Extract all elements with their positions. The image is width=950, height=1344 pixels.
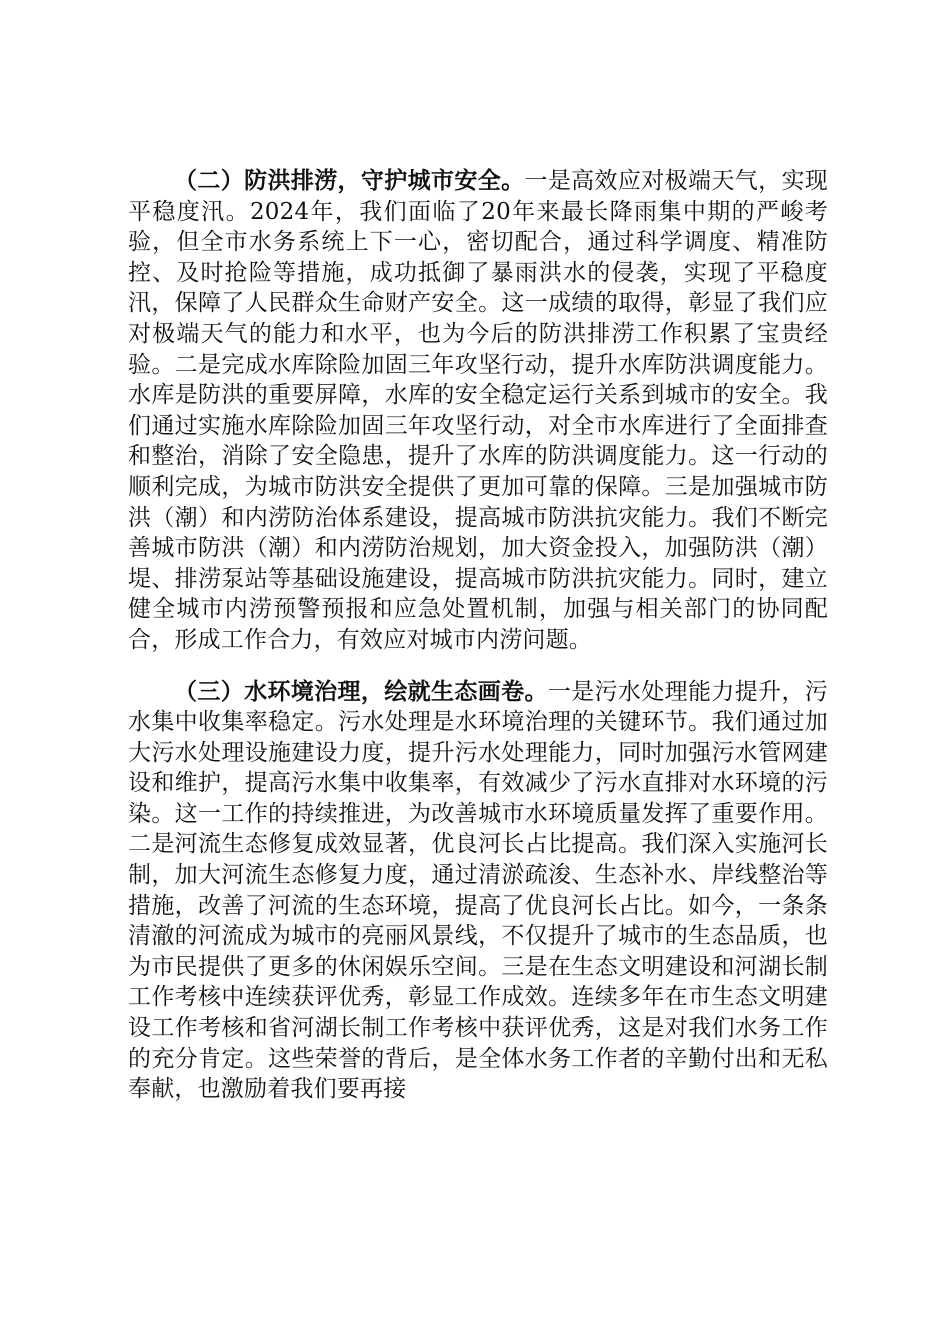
paragraph-text: 一是污水处理能力提升，污水集中收集率稳定。污水处理是水环境治理的关键环节。我们通过加大污水处理设施建设力度，提升污水处理能力，同时加强污水管网建设和维护，提高污水集中收集率，有效减少了污水直排对水环境的污染。这一工作的持续推进，为改善城市水环境质量发挥了重要作用。二是河流生态修复成效显著，优良河长占比提高。我们深入实施河长制，加大河流生态修复力度，通过清淤疏浚、生态补水、岸线整治等措施，改善了河流的生态环境，提高了优良河长占比。如今，一条条清澈的河流成为城市的亮丽风景线，不仅提升了城市的生态品质，也为市民提供了更多的休闲娱乐空间。三是在生态文明建设和河湖长制工作考核中连续获评优秀，彰显工作成效。连续多年在市生态文明建设工作考核和省河湖长制工作考核中获评优秀，这是对我们水务工作的充分肯定。这些荣誉的背后，是全体水务工作者的辛勤付出和无私奉献，也激励着我们要再接 <box>128 678 829 1103</box>
paragraph-heading: （二）防洪排涝，守护城市安全。 <box>174 168 525 194</box>
paragraph-text: 一是高效应对极端天气，实现平稳度汛。2024年，我们面临了20年来最长降雨集中期的严峻考验，但全市水务系统上下一心，密切配合，通过科学调度、精准防控、及时抢险等措施，成功抵御了暴雨洪水的侵袭，实现了平稳度汛，保障了人民群众生命财产安全。这一成绩的取得，彰显了我们应对极端天气的能力和水平，也为今后的防洪排涝工作积累了宝贵经验。二是完成水库除险加固三年攻坚行动，提升水库防洪调度能力。水库是防洪的重要屏障，水库的安全稳定运行关系到城市的安全。我们通过实施水库除险加固三年攻坚行动，对全市水库进行了全面排查和整治，消除了安全隐患，提升了水库的防洪调度能力。这一行动的顺利完成，为城市防洪安全提供了更加可靠的保障。三是加强城市防洪（潮）和内涝防治体系建设，提高城市防洪抗灾能力。我们不断完善城市防洪（潮）和内涝防治规划，加大资金投入，加强防洪（潮）堤、排涝泵站等基础设施建设，提高城市防洪抗灾能力。同时，建立健全城市内涝预警预报和应急处置机制，加强与相关部门的协同配合，形成工作合力，有效应对城市内涝问题。 <box>128 168 829 653</box>
document-body <box>128 166 828 1105</box>
paragraph-water-environment <box>128 677 828 1105</box>
paragraph-flood-control <box>128 166 828 656</box>
paragraph-heading: （三）水环境治理，绘就生态画卷。 <box>174 678 548 705</box>
